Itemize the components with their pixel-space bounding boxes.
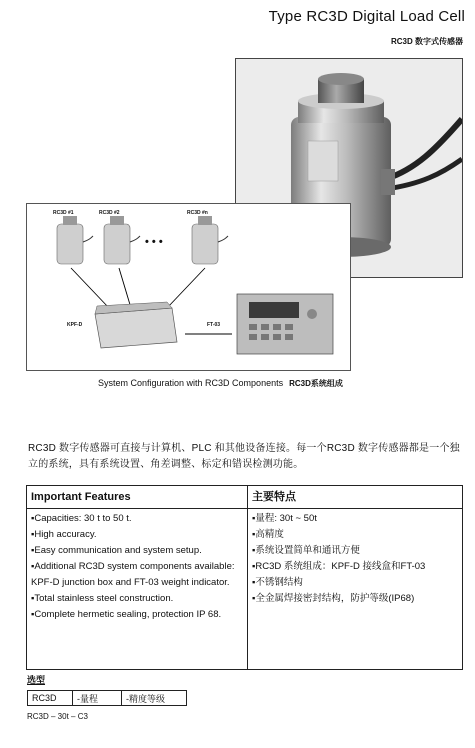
cell-label-2: RC3D #2	[99, 210, 120, 216]
intro-paragraph: RC3D 数字传感器可直接与计算机、PLC 和其他设备连接。每一个RC3D 数字传感器都是一个独立的系统，具有系统设置、角差调整、标定和错误检测功能。	[28, 443, 460, 470]
feature-item-cn: ▪ 不锈钢结构	[252, 575, 458, 591]
selection-example: RC3D – 30t – C3	[27, 712, 88, 721]
feature-item-cn: ▪ 全金属焊接密封结构，防护等级(IP68)	[252, 591, 458, 607]
selection-accuracy: -精度等级	[122, 691, 187, 706]
feature-item-en: ▪ Additional RC3D system components available:	[31, 559, 243, 575]
system-configuration-diagram	[26, 203, 351, 371]
features-list-en	[31, 511, 243, 623]
feature-item-en: ▪ Easy communication and system setup.	[31, 543, 243, 559]
feature-item-en: ▪ Capacities: 30 t to 50 t.	[31, 511, 243, 527]
features-header-en: Important Features	[27, 486, 248, 509]
feature-item-cn: ▪ 量程: 30t ~ 50t	[252, 511, 458, 527]
junction-box-label: KPF-D	[67, 322, 83, 328]
feature-item-cn: ▪ 系统设置简单和通讯方便	[252, 543, 458, 559]
feature-item-cn: ▪ 高精度	[252, 527, 458, 543]
features-header-cn: 主要特点	[248, 486, 463, 509]
features-list-cn	[252, 511, 458, 607]
selection-title: 选型	[27, 675, 46, 685]
feature-item-en: ▪ High accuracy.	[31, 527, 243, 543]
features-table	[26, 485, 463, 670]
caption-english: System Configuration with RC3D Components	[98, 378, 284, 388]
cell-label-n: RC3D #n	[187, 210, 208, 216]
selection-table	[27, 690, 187, 706]
diagram-ellipsis: • • •	[145, 236, 163, 248]
diagram-caption	[98, 378, 343, 389]
indicator-label: FT-03	[207, 322, 221, 328]
feature-item-en: KPF-D junction box and FT-03 weight indicator.	[31, 577, 230, 588]
selection-model: RC3D	[28, 691, 73, 706]
feature-item-en: ▪ Complete hermetic sealing, protection IP 68.	[31, 607, 243, 623]
selection-capacity: -量程	[73, 691, 122, 706]
cell-label-1: RC3D #1	[53, 210, 74, 216]
page-title: Type RC3D Digital Load Cell	[268, 8, 465, 25]
page-subtitle: RC3D 数字式传感器	[390, 37, 463, 46]
caption-chinese: RC3D系统组成	[289, 379, 343, 388]
feature-item-cn: ▪ RC3D 系统组成：KPF-D 接线盒和FT-03	[252, 559, 458, 575]
system-diagram-drawing	[27, 204, 350, 370]
feature-item-en: ▪ Total stainless steel construction.	[31, 591, 243, 607]
